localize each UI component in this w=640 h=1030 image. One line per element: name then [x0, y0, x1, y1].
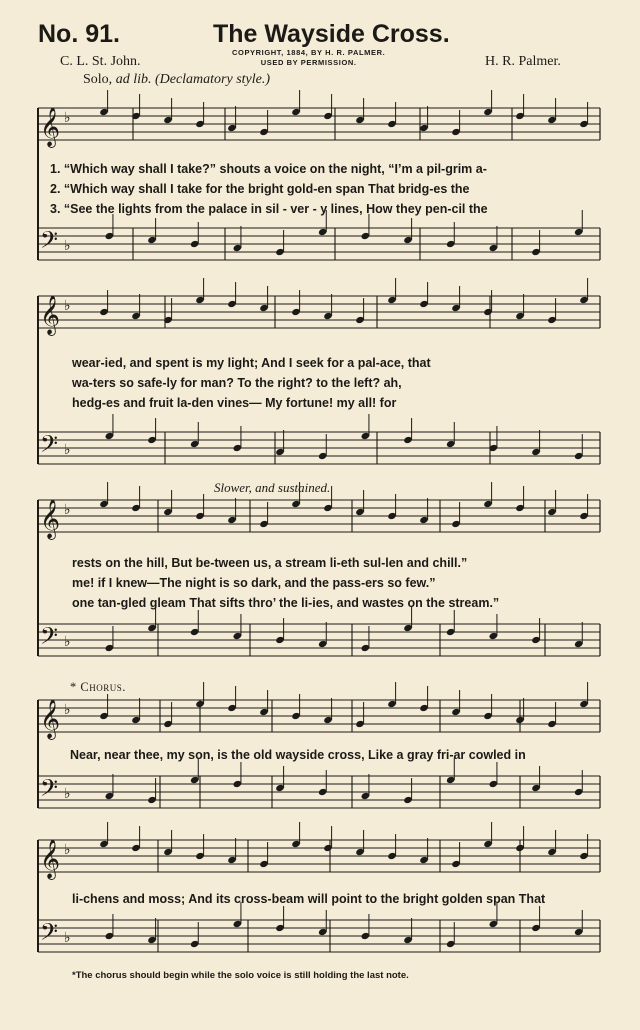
verse-3-line: hedg-es and fruit la-den vines— My fortune! my all! for [72, 396, 397, 410]
hymn-title: The Wayside Cross. [213, 20, 450, 48]
chorus-line: Near, near thee, my son, is the old wayside cross, Like a gray fri-ar cowled in [70, 748, 526, 762]
solo-tempo: ad lib. [115, 72, 152, 87]
bass-clef-symbol: 𝄢 [40, 774, 59, 807]
verse-1-line: wear-ied, and spent is my light; And I seek for a pal-ace, that [72, 356, 431, 370]
treble-clef-symbol: 𝄞 [40, 839, 61, 879]
chorus-label: * Chorus. [70, 680, 126, 694]
flat-symbol: ♭ [64, 298, 71, 314]
copyright-line: COPYRIGHT, 1884, BY H. R. PALMER. [232, 48, 386, 57]
permission-line: USED BY PERMISSION. [260, 58, 357, 67]
flat-symbol: ♭ [64, 634, 71, 650]
verse-2-line: wa-ters so safe-ly for man? To the right? to the left? ah, [72, 376, 402, 390]
flat-symbol: ♭ [64, 702, 71, 718]
flat-symbol: ♭ [64, 842, 71, 858]
flat-symbol: ♭ [64, 110, 71, 126]
verse-1-line: 1. “Which way shall I take?” shouts a voice on the night, “I’m a pil-grim a- [50, 162, 487, 176]
composer-credit: H. R. Palmer. [485, 54, 561, 69]
flat-symbol: ♭ [64, 930, 71, 946]
verse-3-line: 3. “See the lights from the palace in sil - ver - y lines, How they pen-cil the [50, 202, 488, 216]
solo-style: (Declamatory style.) [154, 72, 271, 87]
flat-symbol: ♭ [64, 238, 71, 254]
poet-credit: C. L. St. John. [60, 54, 141, 69]
bass-clef-symbol: 𝄢 [40, 430, 59, 463]
treble-clef-symbol: 𝄞 [40, 499, 61, 539]
flat-symbol: ♭ [64, 442, 71, 458]
verse-2-line: me! if I knew—The night is so dark, and the pass-ers so few.” [72, 576, 436, 590]
treble-clef-symbol: 𝄞 [40, 699, 61, 739]
tempo-marking: Slower, and sustained. [214, 480, 331, 495]
chorus-footnote: *The chorus should begin while the solo voice is still holding the last note. [72, 970, 409, 981]
flat-symbol: ♭ [64, 502, 71, 518]
solo-label: Solo, [83, 72, 113, 87]
verse-2-line: 2. “Which way shall I take for the bright gold-en span That bridg-es the [50, 182, 470, 196]
bass-clef-symbol: 𝄢 [40, 918, 59, 951]
verse-1-line: rests on the hill, But be-tween us, a stream li-eth sul-len and chill.” [72, 556, 468, 570]
treble-clef-symbol: 𝄞 [40, 295, 61, 335]
flat-symbol: ♭ [64, 786, 71, 802]
chorus-line: li-chens and moss; And its cross-beam will point to the bright golden span That [72, 892, 546, 906]
bass-clef-symbol: 𝄢 [40, 226, 59, 259]
bass-clef-symbol: 𝄢 [40, 622, 59, 655]
hymn-number: No. 91. [38, 20, 120, 48]
treble-clef-symbol: 𝄞 [40, 107, 61, 147]
verse-3-line: one tan-gled gleam That sifts thro’ the li-ies, and wastes on the stream.” [72, 596, 500, 610]
